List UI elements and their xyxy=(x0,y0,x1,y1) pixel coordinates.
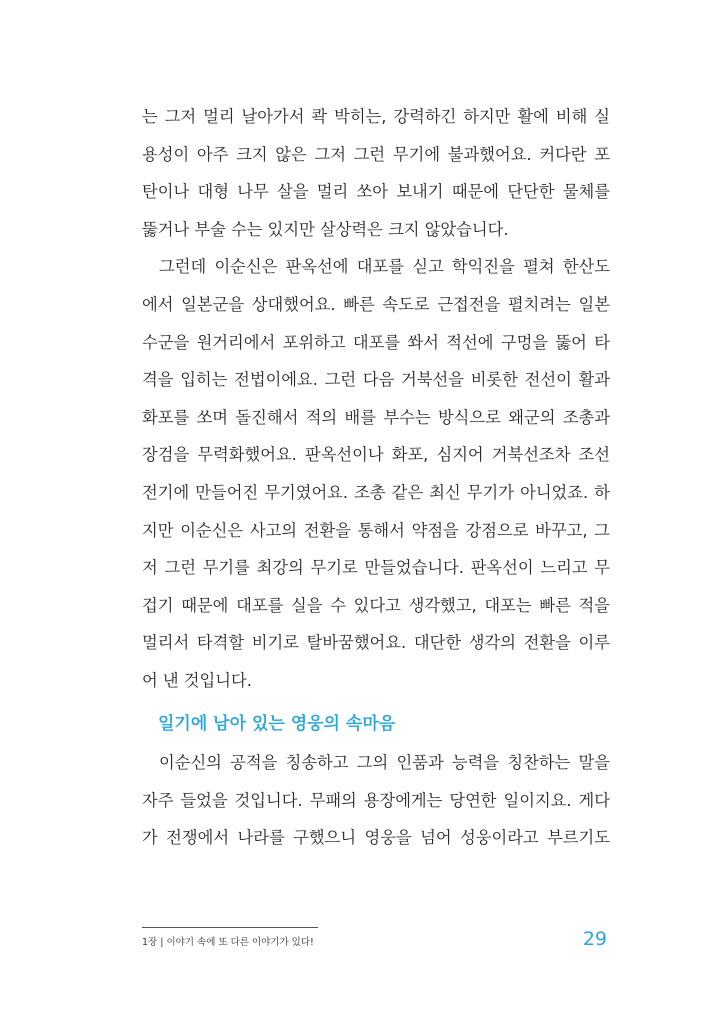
text-line: 가 전쟁에서 나라를 구했으니 영웅을 넘어 성웅이라고 부르기도 xyxy=(142,828,610,848)
text-line: 탄이나 대형 나무 살을 멀리 쏘아 보내기 때문에 단단한 물체를 xyxy=(142,182,610,202)
text-line: 격을 입히는 전법이에요. 그런 다음 거북선을 비롯한 전선이 활과 xyxy=(142,370,610,390)
text-line: 지만 이순신은 사고의 전환을 통해서 약점을 강점으로 바꾸고, 그 xyxy=(142,520,610,540)
text-line: 는 그저 멀리 날아가서 콱 박히는, 강력하긴 하지만 활에 비해 실 xyxy=(142,107,610,126)
footer-divider xyxy=(142,927,318,928)
text-line: 전기에 만들어진 무기였어요. 조총 같은 최신 무기가 아니었죠. 하 xyxy=(142,482,610,502)
text-line: 저 그런 무기를 최강의 무기로 만들었습니다. 판옥선이 느리고 무 xyxy=(142,558,610,578)
text-line: 용성이 아주 크지 않은 그저 그런 무기에 불과했어요. 커다란 포 xyxy=(142,144,610,164)
body-paragraphs xyxy=(142,98,610,700)
text-line: 자주 들었을 것입니다. 무패의 용장에게는 당연한 일이지요. 게다 xyxy=(142,790,610,810)
text-line: 겁기 때문에 대포를 실을 수 있다고 생각했고, 대포는 빠른 적을 xyxy=(142,595,610,615)
text-line: 어 낸 것입니다. xyxy=(142,670,252,690)
text-line: 이순신의 공적을 칭송하고 그의 인품과 능력을 칭찬하는 말을 xyxy=(159,753,610,772)
text-line: 멀리서 타격할 비기로 탈바꿈했어요. 대단한 생각의 전환을 이루 xyxy=(142,633,610,653)
diary-section xyxy=(142,708,610,857)
text-line: 화포를 쏘며 돌진해서 적의 배를 부수는 방식으로 왜군의 조총과 xyxy=(142,407,610,427)
section-heading: 일기에 남아 있는 영웅의 속마음 xyxy=(158,714,396,734)
text-line: 에서 일본군을 상대했어요. 빠른 속도로 근접전을 펼치려는 일본 xyxy=(142,294,610,314)
text-line: 장검을 무력화했어요. 판옥선이나 화포, 심지어 거북선조차 조선 xyxy=(142,445,610,465)
text-line: 그런데 이순신은 판옥선에 대포를 싣고 학익진을 펼쳐 한산도 xyxy=(159,257,610,277)
text-line: 수군을 원거리에서 포위하고 대포를 쏴서 적선에 구멍을 뚫어 타 xyxy=(142,332,610,352)
chapter-title: 1장 | 이야기 속에 또 다른 이야기가 있다! xyxy=(142,937,314,948)
page-number: 29 xyxy=(582,928,607,950)
text-line: 뚫거나 부술 수는 있지만 살상력은 크지 않았습니다. xyxy=(142,219,509,239)
